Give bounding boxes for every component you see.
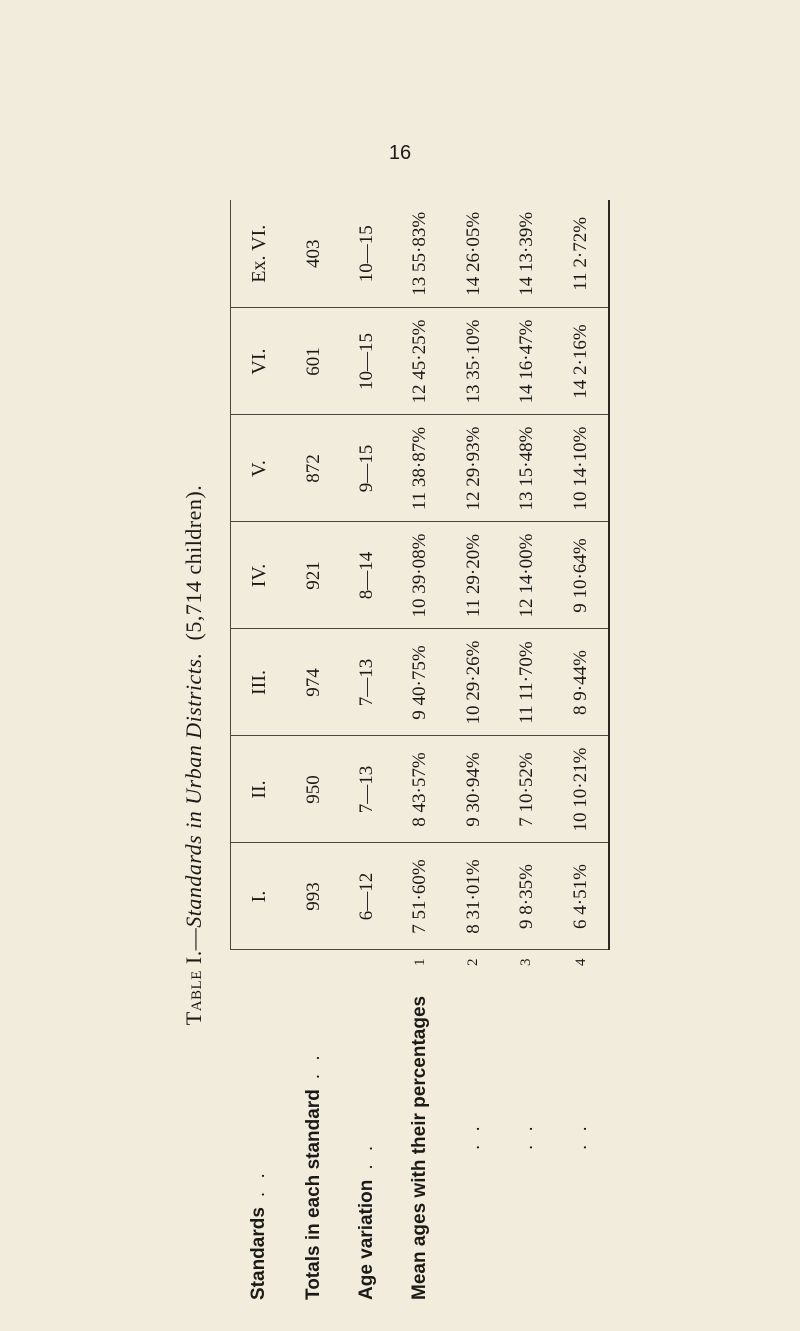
- table-cell: 7—13: [341, 736, 394, 843]
- row-index: [231, 950, 288, 980]
- table-cell: 10 39·08%: [394, 522, 447, 629]
- table-cell: 8 31·01%: [447, 843, 500, 950]
- caption-title: Standards in Urban Districts.: [181, 652, 206, 928]
- row-label: Totals in each standard. .: [302, 1051, 324, 1300]
- row-index: [341, 950, 394, 980]
- table-cell: 10—15: [341, 200, 394, 308]
- row-index: 4: [572, 958, 589, 966]
- table-container: [230, 200, 610, 1310]
- table-cell: 14 26·05%: [447, 200, 500, 308]
- column-header: VI.: [231, 308, 288, 415]
- column-header: II.: [231, 736, 288, 843]
- table-cell: 10 14·10%: [553, 415, 609, 522]
- column-header: Ex. VI.: [231, 200, 288, 308]
- table-cell: 6—12: [341, 843, 394, 950]
- table-cell: 7 10·52%: [500, 736, 553, 843]
- table-cell: 13 35·10%: [447, 308, 500, 415]
- row-label: Age variation. .: [356, 1141, 378, 1300]
- column-header: IV.: [231, 522, 288, 629]
- table-cell: 10 10·21%: [553, 736, 609, 843]
- table-caption: [181, 485, 207, 1025]
- table-cell: 13 15·48%: [500, 415, 553, 522]
- table-cell: 8—14: [341, 522, 394, 629]
- table-row: [394, 200, 447, 1310]
- table-cell: 9 40·75%: [394, 629, 447, 736]
- table-cell: 974: [287, 629, 340, 736]
- table-cell: 12 29·93%: [447, 415, 500, 522]
- table-cell: 7—13: [341, 629, 394, 736]
- table-cell: 14 16·47%: [500, 308, 553, 415]
- column-header: III.: [231, 629, 288, 736]
- table-cell: 10 29·26%: [447, 629, 500, 736]
- table-cell: 872: [287, 415, 340, 522]
- table-cell: 12 45·25%: [394, 308, 447, 415]
- table-cell: 13 55·83%: [394, 200, 447, 308]
- row-label: . .: [462, 1122, 484, 1150]
- row-label: Mean ages with their percentages: [409, 995, 431, 1300]
- column-header: I.: [231, 843, 288, 950]
- table-row: [287, 200, 340, 1310]
- table-cell: 9 8·35%: [500, 843, 553, 950]
- row-index: 1: [411, 958, 428, 966]
- table-cell: 10—15: [341, 308, 394, 415]
- table-row: [500, 200, 553, 1310]
- table-row: [341, 200, 394, 1310]
- table-cell: 601: [287, 308, 340, 415]
- table-cell: 921: [287, 522, 340, 629]
- table-cell: 12 14·00%: [500, 522, 553, 629]
- table-cell: 11 11·70%: [500, 629, 553, 736]
- standards-table: [230, 200, 610, 1310]
- table-cell: 993: [287, 843, 340, 950]
- header-row: [231, 200, 288, 1310]
- row-index: 2: [465, 958, 482, 966]
- row-label: Standards. .: [247, 1169, 269, 1300]
- table-cell: 11 29·20%: [447, 522, 500, 629]
- table-cell: 9 30·94%: [447, 736, 500, 843]
- table-cell: 11 38·87%: [394, 415, 447, 522]
- page-number: 16: [388, 142, 412, 164]
- table-cell: 8 9·44%: [553, 629, 609, 736]
- row-index: [287, 950, 340, 980]
- table-cell: 14 2·16%: [553, 308, 609, 415]
- row-label: . .: [515, 1122, 537, 1150]
- caption-note: (5,714 children).: [181, 484, 206, 641]
- table-cell: 9—15: [341, 415, 394, 522]
- table-row: [553, 200, 609, 1310]
- table-cell: 14 13·39%: [500, 200, 553, 308]
- row-label: . .: [570, 1122, 592, 1150]
- table-cell: 9 10·64%: [553, 522, 609, 629]
- table-cell: 7 51·60%: [394, 843, 447, 950]
- column-header: V.: [231, 415, 288, 522]
- caption-container: [172, 200, 216, 1310]
- table-rotator: [230, 200, 610, 1310]
- table-cell: 6 4·51%: [553, 843, 609, 950]
- table-cell: 403: [287, 200, 340, 308]
- table-cell: 11 2·72%: [553, 200, 609, 308]
- table-cell: 950: [287, 736, 340, 843]
- row-index: 3: [518, 958, 535, 966]
- table-row: [447, 200, 500, 1310]
- table-cell: 8 43·57%: [394, 736, 447, 843]
- caption-prefix: Table I.—: [181, 927, 206, 1026]
